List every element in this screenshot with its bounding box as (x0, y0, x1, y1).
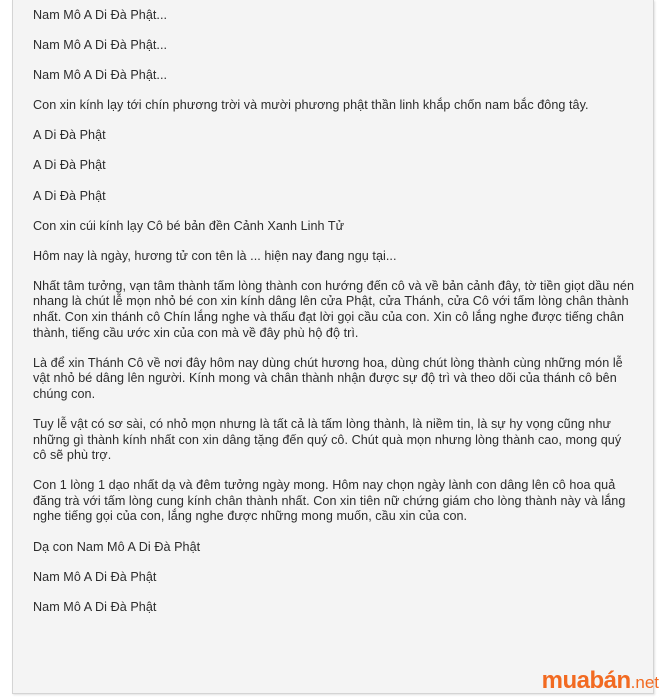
paragraph-14: Dạ con Nam Mô A Di Đà Phật (33, 539, 201, 554)
watermark-domain: .net (630, 673, 659, 692)
paragraph-1: Nam Mô A Di Đà Phật... (33, 8, 168, 22)
paragraph-11: Là để xin Thánh Cô về nơi đây hôm nay dùng chút hương hoa, dùng chút lòng thành cùng những món lễ vật nhỏ bé dâng lên người. Kính mong và chân thành nhận được sự độ trì và theo dõi của thánh cô bên chúng con. (33, 355, 623, 401)
paragraph-3: Nam Mô A Di Đà Phật... (33, 68, 168, 83)
paragraph-9: Hôm nay là ngày, hương tử con tên là ... hiện nay đang ngụ tại... (33, 248, 397, 263)
prayer-text (33, 8, 635, 630)
muaban-watermark-logo (542, 667, 659, 696)
paragraph-16: Nam Mô A Di Đà Phật (33, 599, 157, 614)
document-screenshot (12, 0, 654, 694)
paragraph-6: A Di Đà Phật (33, 158, 106, 173)
paragraph-8: Con xin cúi kính lạy Cô bé bản đền Cảnh Xanh Linh Tử (33, 218, 345, 233)
paragraph-4: Con xin kính lạy tới chín phương trời và mười phương phật thần linh khắp chốn nam bắc đông tây. (33, 98, 589, 113)
paragraph-12: Tuy lễ vật có sơ sài, có nhỏ mọn nhưng là tất cả là tấm lòng thành, là niềm tin, là sự hy vọng cũng như những gì thành kính nhất con xin dâng tặng đến quý cô. Chút quà mọn nhưng lòng thành cao, mong quý cô sẽ phù trợ. (33, 417, 622, 463)
paragraph-15: Nam Mô A Di Đà Phật (33, 569, 157, 584)
paragraph-2: Nam Mô A Di Đà Phật... (33, 38, 168, 53)
paragraph-7: A Di Đà Phật (33, 188, 106, 203)
paragraph-10: Nhất tâm tưởng, vạn tâm thành tấm lòng thành con hướng đến cô và về bản cảnh đây, tờ tiền giọt dầu nén nhang là chút lễ mọn nhỏ bé con xin kính dâng lên cửa Phật, cửa Thánh, cửa Cô với tấm lòng chân thành nhất. Con xin thánh cô Chín lắng nghe và thấu đạt lời gọi cầu của con. Xin cô lắng nghe được tiếng chân thành, tiếng cầu ước xin của con mà về đây phù hộ độ trì. (33, 278, 635, 340)
watermark-brand: muabán (541, 667, 631, 694)
paragraph-5: A Di Đà Phật (33, 128, 106, 143)
paragraph-13: Con 1 lòng 1 dạo nhất dạ và đêm tưởng ngày mong. Hôm nay chọn ngày lành con dâng lên cô hoa quả đăng trà với tấm lòng cung kính chân thành nhất. Con xin tiên nữ chứng giám cho lòng thành này và lắng nghe tiếng gọi của con, lắng nghe được những mong muốn, cầu xin của con. (33, 478, 626, 524)
